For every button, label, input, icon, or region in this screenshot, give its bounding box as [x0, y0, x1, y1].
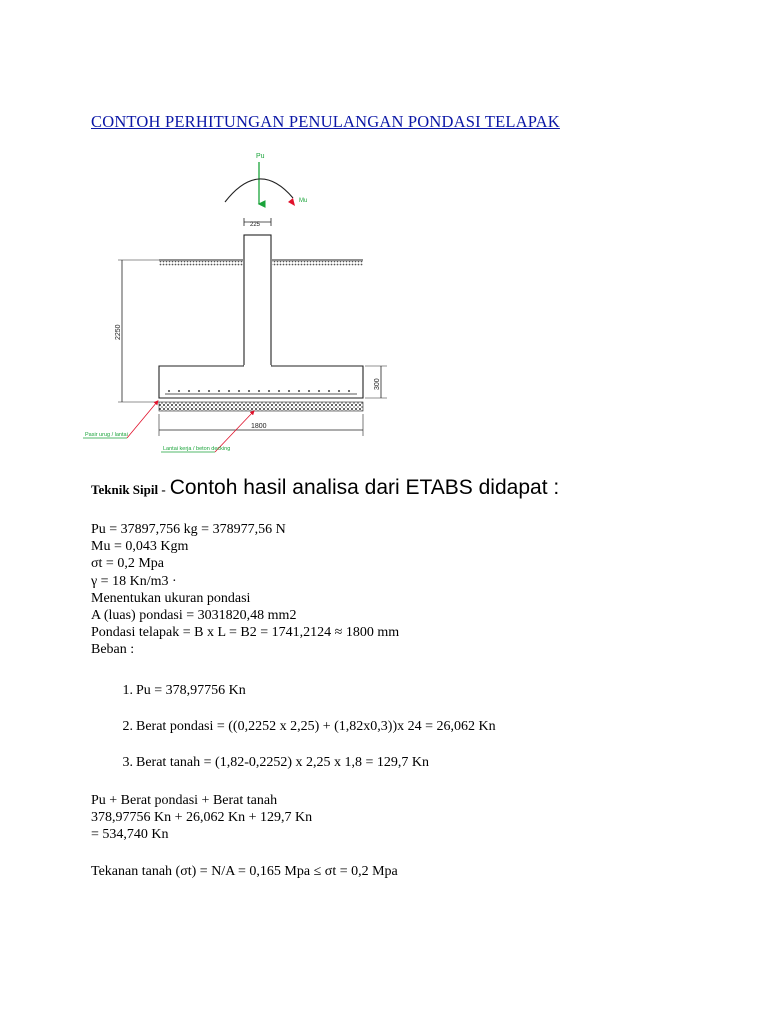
section-heading [91, 476, 559, 500]
sum-line: = 534,740 Kn [91, 827, 169, 843]
thickness-label: 300 [374, 378, 381, 390]
soil-pressure-line: Tekanan tanah (σt) = N/A = 0,165 Mpa ≤ σt = 0,2 Mpa [91, 864, 398, 879]
annotation-right-label: Lantai kerja / beton decking [163, 446, 231, 452]
list-number: 3. [122, 755, 133, 770]
height-label: 2250 [115, 324, 122, 340]
heading-prefix: Teknik Sipil - [91, 482, 166, 497]
foundation-figure [75, 140, 395, 460]
load-label: Pu [256, 153, 265, 160]
heading-main: Contoh hasil analisa dari ETABS didapat : [169, 476, 560, 499]
footing-shape [159, 366, 363, 398]
list-text: Pu = 378,97756 Kn [136, 683, 246, 698]
gravel-layer [159, 402, 363, 411]
column-shape [244, 235, 271, 366]
data-line: σt = 0,2 Mpa [91, 556, 164, 572]
list-text: Berat tanah = (1,82-0,2252) x 2,25 x 1,8 = 129,7 Kn [136, 755, 430, 770]
sum-lines [91, 792, 312, 844]
data-line: A (luas) pondasi = 3031820,48 mm2 [91, 608, 297, 624]
width-label: 1800 [251, 423, 267, 430]
data-lines [91, 521, 399, 659]
annotation-arrow-left-icon [127, 402, 157, 438]
data-line: Mu = 0,043 Kgm [91, 539, 189, 555]
data-line: Beban : [91, 642, 135, 658]
annotation-left-label: Pasir urug / lantai [85, 432, 128, 438]
moment-arrowhead-icon [288, 198, 295, 206]
list-number: 1. [122, 683, 133, 698]
data-line: Menentukan ukuran pondasi [91, 590, 251, 606]
sum-line: 378,97756 Kn + 26,062 Kn + 129,7 Kn [91, 810, 313, 826]
list-number: 2. [122, 719, 133, 734]
sum-line: Pu + Berat pondasi + Berat tanah [91, 793, 278, 808]
column-width-label: 225 [250, 222, 261, 228]
moment-label: Mu [299, 198, 308, 204]
foundation-diagram [75, 140, 395, 460]
data-line: γ = 18 Kn/m3 · [91, 573, 177, 589]
list-text: Berat pondasi = ((0,2252 x 2,25) + (1,82x0,3))x 24 = 26,062 Kn [136, 719, 496, 734]
data-line: Pu = 37897,756 kg = 378977,56 N [91, 522, 286, 537]
data-line: Pondasi telapak = B x L = B2 = 1741,2124 ≈ 1800 mm [91, 625, 400, 641]
page-title[interactable]: CONTOH PERHITUNGAN PENULANGAN PONDASI TELAPAK [91, 112, 560, 131]
